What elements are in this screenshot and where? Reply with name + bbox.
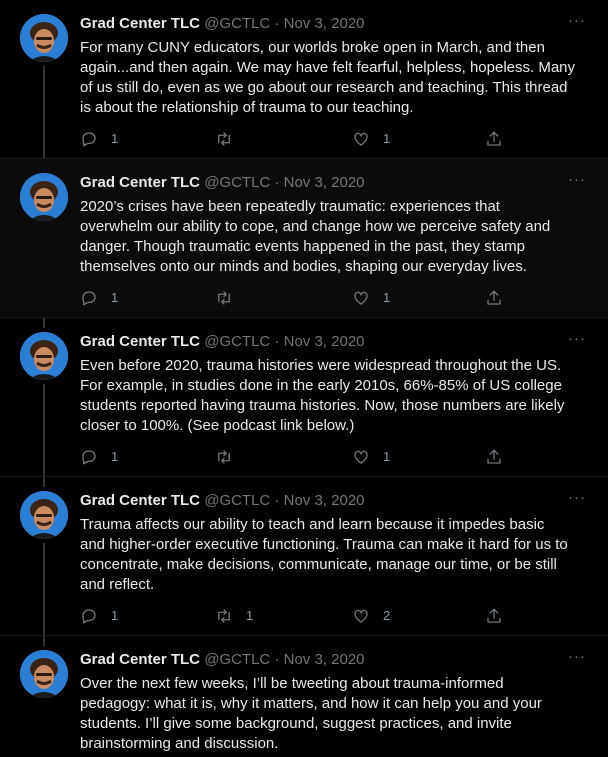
user-handle[interactable]: @GCTLC: [204, 492, 271, 509]
like-count: 2: [383, 608, 391, 623]
avatar-portrait: [20, 650, 68, 698]
avatar-portrait: [20, 491, 68, 539]
reply-count: 1: [111, 290, 119, 305]
share-button[interactable]: [485, 606, 503, 626]
tweet-date[interactable]: Nov 3, 2020: [283, 333, 365, 350]
user-handle[interactable]: @GCTLC: [204, 174, 271, 191]
reply-icon: [80, 448, 98, 466]
reply-icon: [80, 607, 98, 625]
more-options-button[interactable]: ···: [568, 171, 586, 188]
tweet-date[interactable]: Nov 3, 2020: [283, 15, 365, 32]
tweet-header: [80, 332, 588, 352]
tweet-header: [80, 650, 588, 670]
avatar[interactable]: [20, 14, 68, 62]
tweet[interactable]: [0, 477, 608, 636]
share-icon: [485, 448, 503, 466]
share-icon: [485, 607, 503, 625]
tweet-actions: [80, 288, 510, 308]
separator-dot: ·: [274, 174, 280, 191]
separator-dot: ·: [274, 333, 280, 350]
display-name[interactable]: Grad Center TLC: [80, 492, 201, 509]
tweet[interactable]: [0, 318, 608, 477]
like-count: 1: [383, 131, 391, 146]
avatar-portrait: [20, 173, 68, 221]
retweet-icon: [215, 607, 233, 625]
like-count: 1: [383, 290, 391, 305]
tweet[interactable]: [0, 159, 608, 318]
more-options-button[interactable]: ···: [568, 12, 586, 29]
like-button[interactable]: [352, 606, 390, 626]
retweet-button[interactable]: [215, 129, 246, 149]
share-button[interactable]: [485, 129, 503, 149]
tweet-date[interactable]: Nov 3, 2020: [283, 174, 365, 191]
avatar[interactable]: [20, 491, 68, 539]
reply-button[interactable]: [80, 288, 118, 308]
retweet-button[interactable]: [215, 447, 246, 467]
avatar[interactable]: [20, 332, 68, 380]
separator-dot: ·: [274, 651, 280, 668]
tweet-text: Over the next few weeks, I’ll be tweeting about trauma-informed pedagogy: what it is, why it matters, and how it can help you and your students. I’ll give some background, suggest practices, and invite brainstorming and discussion.: [80, 675, 542, 752]
reply-button[interactable]: [80, 447, 118, 467]
reply-count: 1: [111, 131, 119, 146]
avatar-portrait: [20, 332, 68, 380]
retweet-icon: [215, 130, 233, 148]
retweet-icon: [215, 448, 233, 466]
tweet-header: [80, 14, 588, 34]
retweet-count: 1: [246, 608, 254, 623]
display-name[interactable]: Grad Center TLC: [80, 15, 201, 32]
tweet-actions: [80, 606, 510, 626]
retweet-icon: [215, 289, 233, 307]
tweet-header: [80, 491, 588, 511]
like-button[interactable]: [352, 129, 390, 149]
display-name[interactable]: Grad Center TLC: [80, 174, 201, 191]
more-options-button[interactable]: ···: [568, 648, 586, 665]
user-handle[interactable]: @GCTLC: [204, 15, 271, 32]
tweet-date[interactable]: Nov 3, 2020: [283, 651, 365, 668]
retweet-button[interactable]: [215, 606, 253, 626]
share-icon: [485, 130, 503, 148]
display-name[interactable]: Grad Center TLC: [80, 651, 201, 668]
share-icon: [485, 289, 503, 307]
reply-button[interactable]: [80, 606, 118, 626]
avatar[interactable]: [20, 173, 68, 221]
more-options-button[interactable]: ···: [568, 330, 586, 347]
user-handle[interactable]: @GCTLC: [204, 333, 271, 350]
avatar[interactable]: [20, 650, 68, 698]
tweet-actions: [80, 129, 510, 149]
retweet-button[interactable]: [215, 288, 246, 308]
reply-count: 1: [111, 449, 119, 464]
tweet-date[interactable]: Nov 3, 2020: [283, 492, 365, 509]
display-name[interactable]: Grad Center TLC: [80, 333, 201, 350]
separator-dot: ·: [274, 15, 280, 32]
reply-button[interactable]: [80, 129, 118, 149]
tweet-text: Even before 2020, trauma histories were widespread throughout the US. For example, in studies done in the early 2010s, 66%-85% of US college students reported having trauma histories. Now, those numbers are likely closer to 100%. (See podcast link below.): [80, 357, 565, 434]
tweet-text: For many CUNY educators, our worlds broke open in March, and then again...and then again. We may have felt fearful, helpless, hopeless. Many of us still do, even as we go about our research and teaching. This thread is about the relationship of trauma to our teaching.: [80, 39, 576, 116]
heart-icon: [352, 607, 370, 625]
tweet-actions: [80, 447, 510, 467]
reply-icon: [80, 130, 98, 148]
tweet-text: Trauma affects our ability to teach and learn because it impedes basic and higher-order executive functioning. Trauma can make it hard for us to concentrate, make decisions, communicate, manage our time, or be still and reflect.: [80, 516, 568, 593]
avatar-portrait: [20, 14, 68, 62]
like-button[interactable]: [352, 288, 390, 308]
user-handle[interactable]: @GCTLC: [204, 651, 271, 668]
tweet[interactable]: [0, 0, 608, 159]
share-button[interactable]: [485, 288, 503, 308]
more-options-button[interactable]: ···: [568, 489, 586, 506]
tweet[interactable]: [0, 636, 608, 757]
tweet-header: [80, 173, 588, 193]
heart-icon: [352, 289, 370, 307]
like-button[interactable]: [352, 447, 390, 467]
like-count: 1: [383, 449, 391, 464]
separator-dot: ·: [274, 492, 280, 509]
heart-icon: [352, 448, 370, 466]
reply-icon: [80, 289, 98, 307]
reply-count: 1: [111, 608, 119, 623]
share-button[interactable]: [485, 447, 503, 467]
tweet-text: 2020’s crises have been repeatedly traumatic: experiences that overwhelm our ability to cope, and change how we perceive safety and danger. Though traumatic events happened in the past, they stamp themselves onto our minds and bodies, shaping our everyday lives.: [80, 198, 551, 275]
heart-icon: [352, 130, 370, 148]
